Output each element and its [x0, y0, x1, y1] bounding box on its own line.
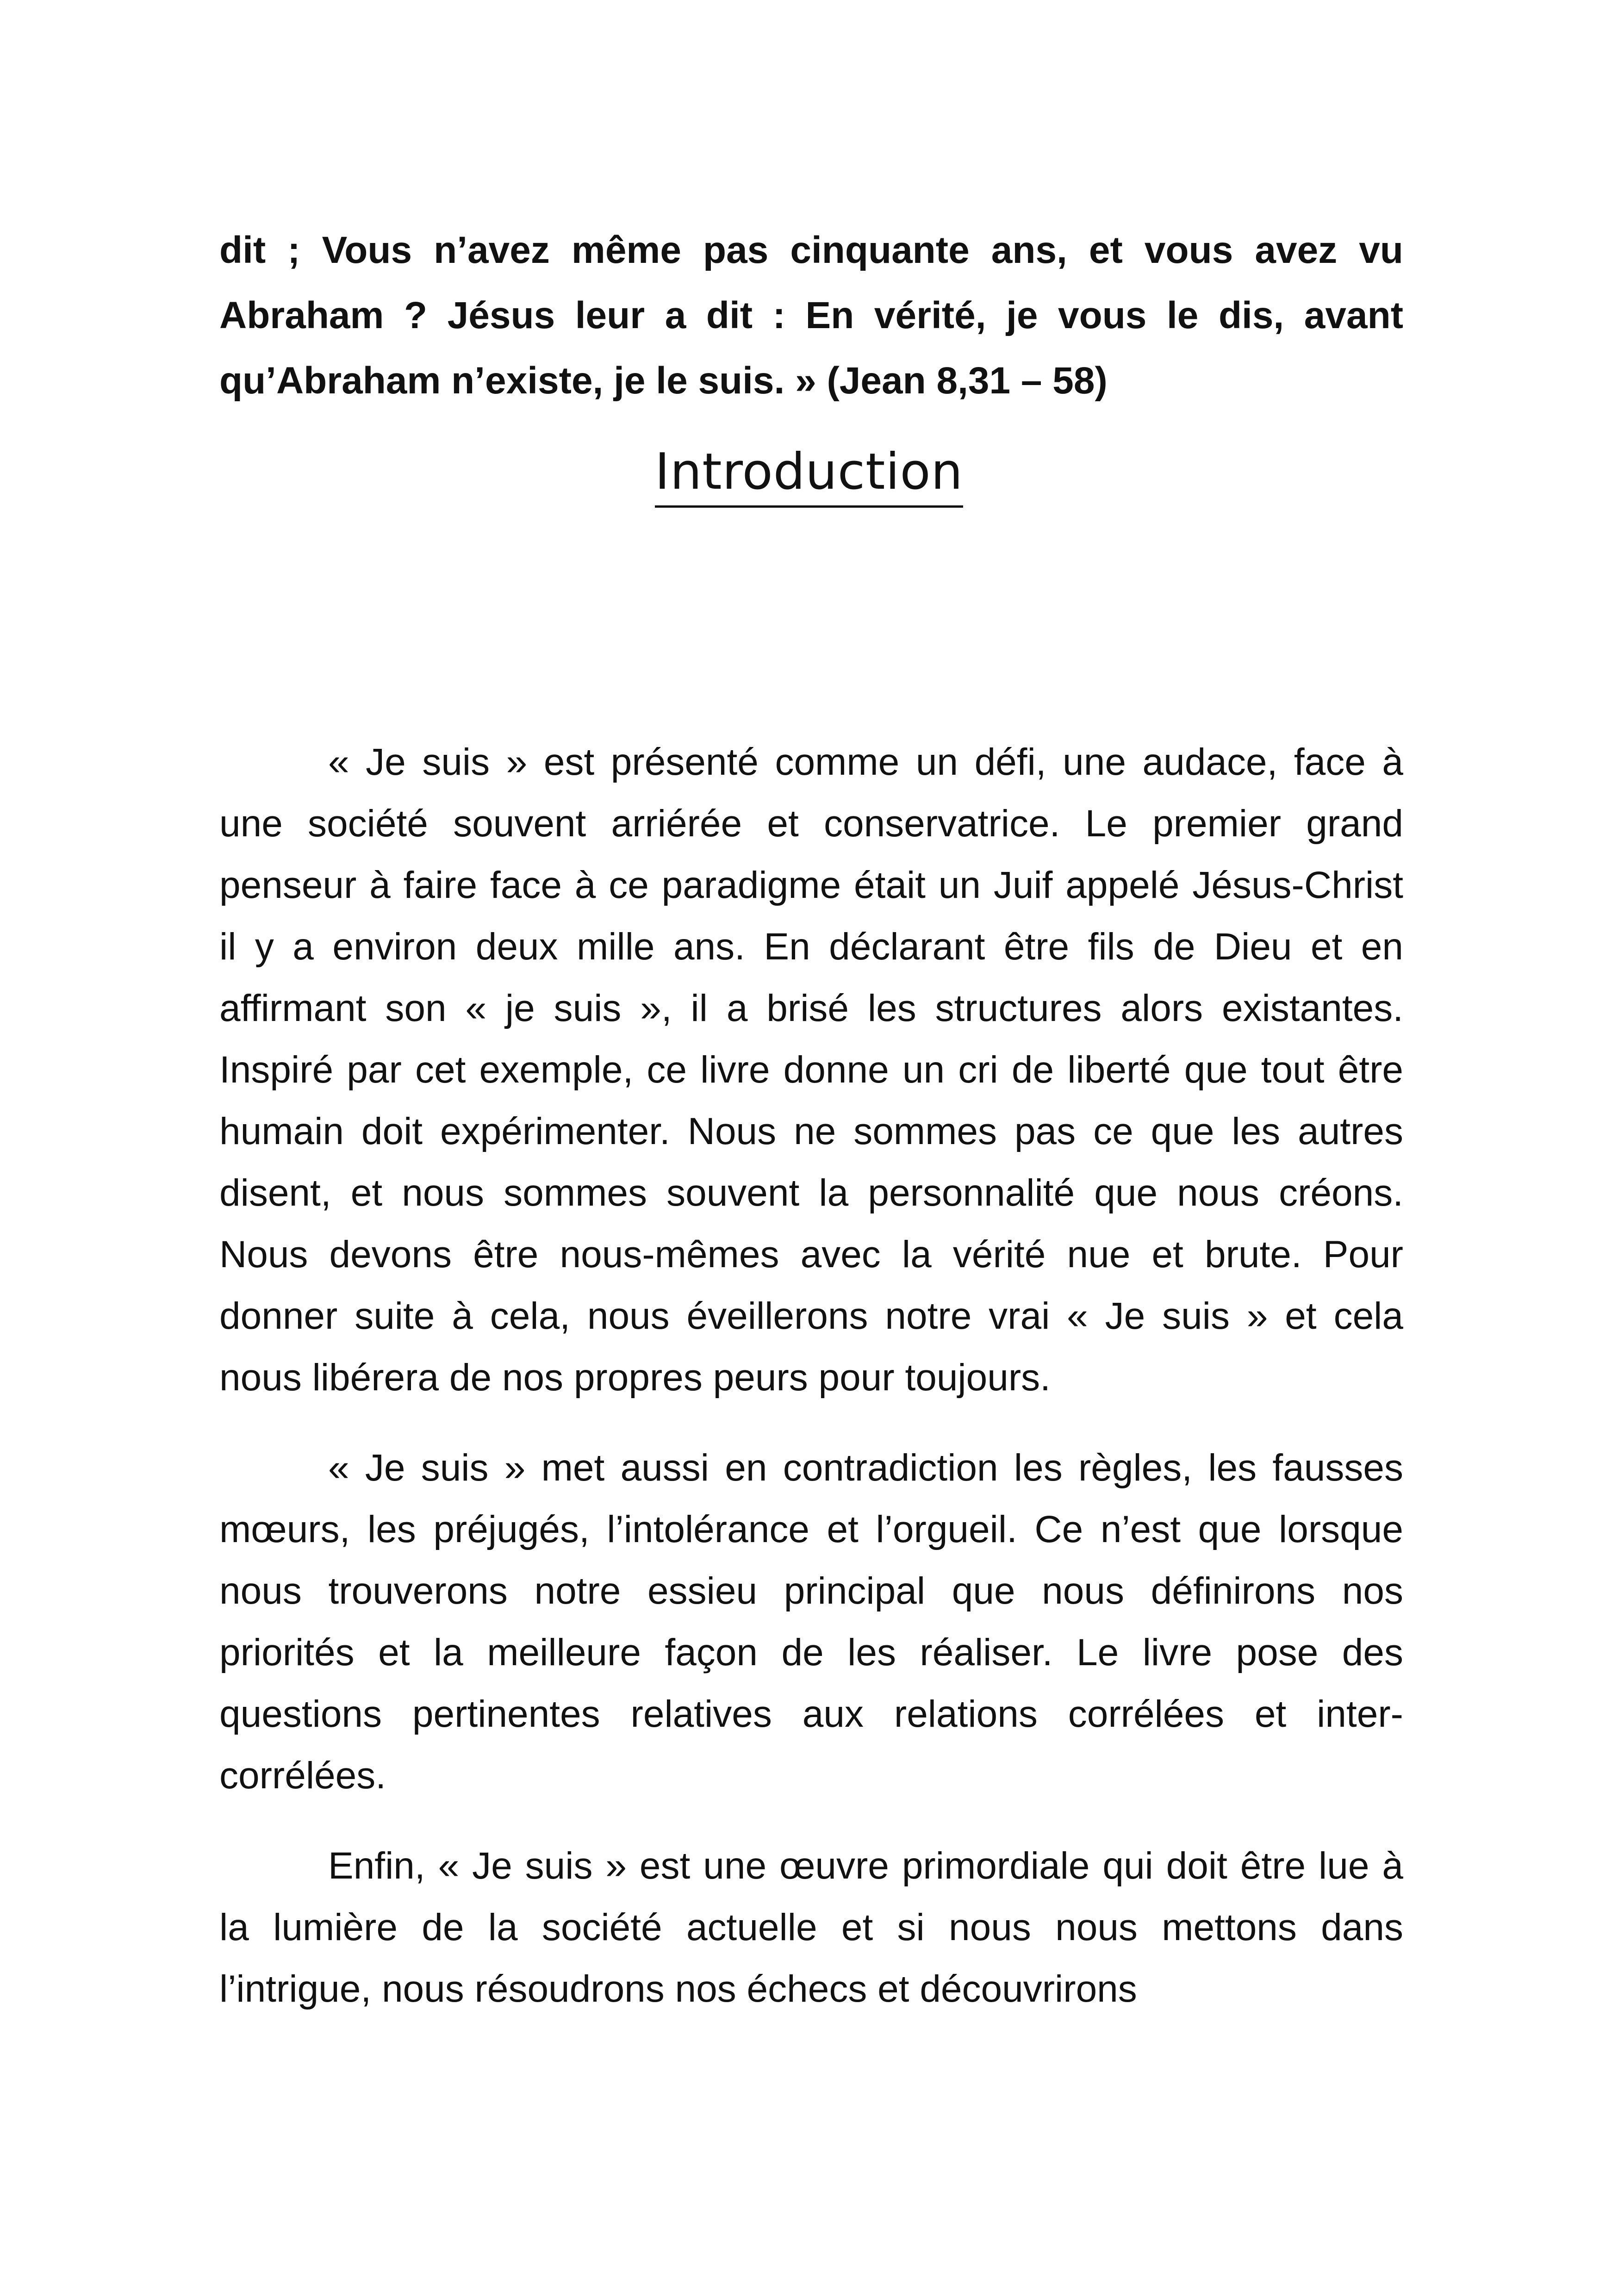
paragraph: « Je suis » est présenté comme un défi, une audace, face à une société souvent arriérée et conservatrice. Le premier grand penseur à faire face à ce paradigme était un Juif appelé Jésus-Christ il y a environ deux mille ans. En déclarant être fils de Dieu et en affirmant son « je suis », il a brisé les structures alors existantes. Inspiré par cet exemple, ce livre donne un cri de liberté que tout être humain doit expérimenter. Nous ne sommes pas ce que les autres disent, et nous sommes souvent la personnalité que nous créons. Nous devons être nous-mêmes avec la vérité nue et brute. Pour donner suite à cela, nous éveillerons notre vrai « Je suis » et cela nous libérera de nos propres peurs pour toujours. [219, 741, 1403, 1399]
paragraph: Enfin, « Je suis » est une œuvre primordiale qui doit être lue à la lumière de la société actuelle et si nous nous mettons dans l’intrigue, nous résoudrons nos échecs et découvrirons [219, 1845, 1403, 2010]
section-heading [0, 440, 1618, 508]
body-text [219, 731, 1403, 2048]
section-title: Introduction [655, 440, 963, 508]
paragraph: « Je suis » met aussi en contradiction les règles, les fausses mœurs, les préjugés, l’intolérance et l’orgueil. Ce n’est que lorsque nous trouverons notre essieu principal que nous définirons nos priorités et la meilleure façon de les réaliser. Le livre pose des questions pertinentes relatives aux relations corrélées et inter-corrélées. [219, 1447, 1403, 1797]
bible-quote: dit ; Vous n’avez même pas cinquante ans, et vous avez vu Abraham ? Jésus leur a dit : En vérité, je vous le dis, avant qu’Abraham n’existe, je le suis. » (Jean 8,31 – 58) [219, 229, 1403, 402]
